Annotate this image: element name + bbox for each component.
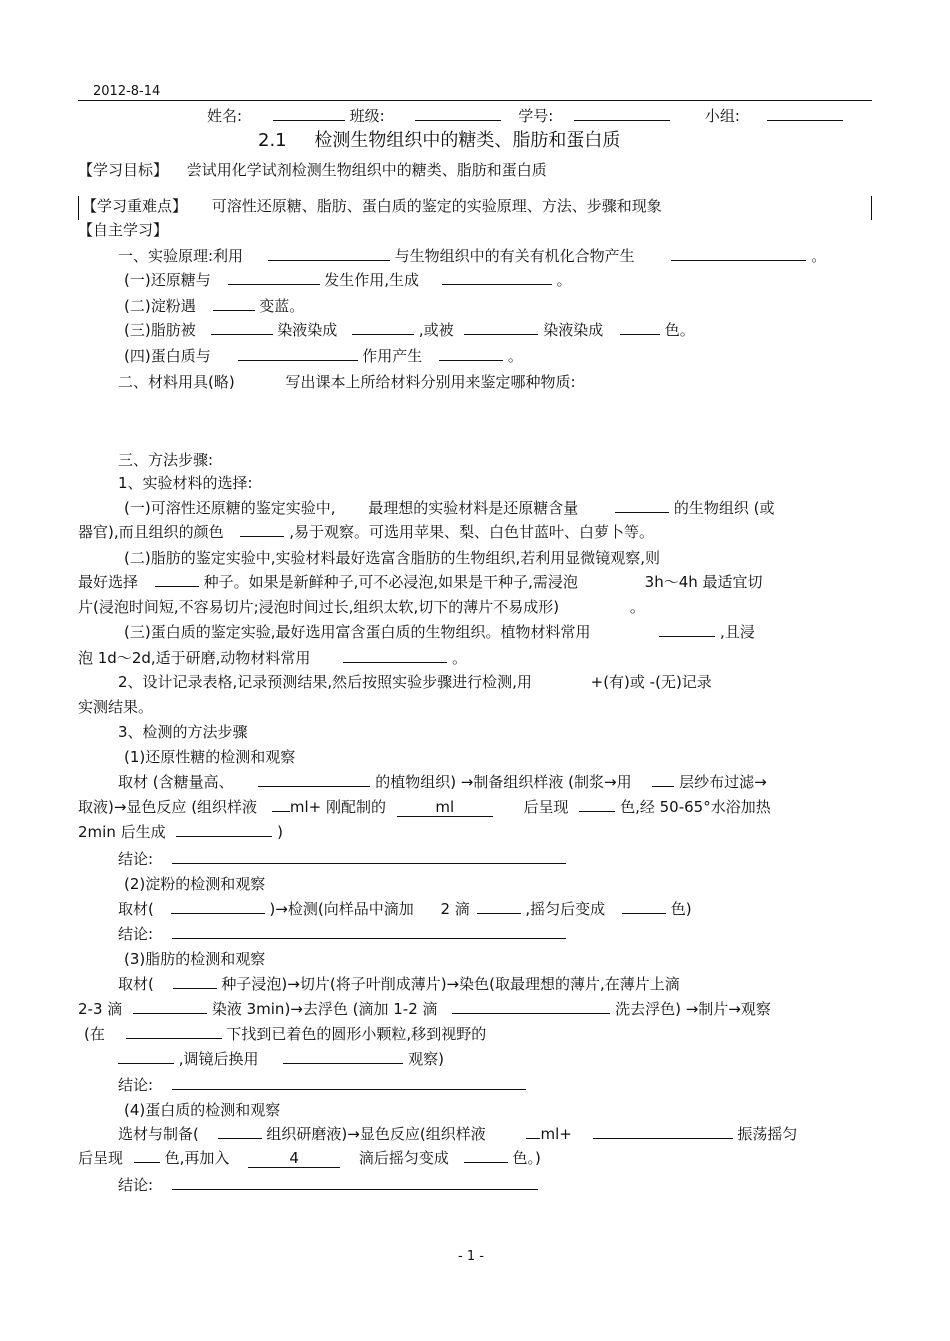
fat-text: 种子浸泡)→切片(将子叶削成薄片)→染色(取最理想的薄片,在薄片上滴	[221, 975, 680, 993]
step-3: 3、检测的方法步骤	[118, 723, 248, 741]
principle-text: 染液染成	[543, 321, 604, 339]
self-study-label: 【自主学习】	[78, 221, 169, 239]
period: 。	[452, 649, 468, 667]
p1-line-2	[78, 522, 654, 542]
key-points-left-bar	[78, 196, 79, 220]
protein-reagent-blank[interactable]	[238, 346, 358, 361]
header-rule	[78, 100, 872, 101]
method-text: ,且浸	[720, 623, 755, 641]
title-number: 2.1	[258, 130, 287, 151]
method-text: 器官),而且组织的颜色	[78, 523, 224, 541]
protein-sample-volume-blank[interactable]	[526, 1124, 540, 1139]
method-text: 种子。如果是新鲜种子,可不必浸泡,如果是干种子,需浸泡	[203, 573, 578, 591]
field-position-blank[interactable]	[118, 1049, 174, 1064]
sugar-conclusion	[118, 849, 566, 869]
fat-heading: (3)脂肪的检测和观察	[124, 950, 266, 968]
step-1: 1、实验材料的选择:	[118, 474, 253, 492]
protein-material-blank[interactable]	[218, 1124, 262, 1139]
fat-text: 染液 3min)→去浮色 (滴加 1-2 滴	[211, 1000, 438, 1018]
method-text: 最好选择	[78, 573, 139, 591]
name-blank[interactable]	[273, 106, 345, 121]
fat-text: 取材(	[118, 975, 154, 993]
principle-text: 作用产生	[362, 347, 423, 365]
objective-blank[interactable]	[283, 1049, 403, 1064]
principle-line-3	[124, 296, 304, 316]
page-number: - 1 -	[458, 1249, 484, 1264]
sugar-text: )	[277, 823, 284, 841]
sugar-text: ml+ 刚配制的	[289, 798, 386, 816]
methods-heading: 三、方法步骤:	[118, 451, 214, 469]
fat-line-1	[118, 974, 680, 994]
plant-material-blank[interactable]	[659, 622, 715, 637]
materials-heading: 二、材料用具(略)	[118, 373, 235, 391]
principle-text: (一)还原糖与	[124, 271, 211, 289]
starch-line-1	[118, 899, 692, 919]
page-title	[258, 131, 620, 151]
fat-seed-blank[interactable]	[173, 974, 217, 989]
sugar-line-2	[78, 797, 771, 817]
sugar-product-blank[interactable]	[442, 270, 552, 285]
sugar-text: 后呈现	[523, 798, 569, 816]
sugar-result-blank[interactable]	[176, 822, 272, 837]
method-text: 片(浸泡时间短,不容易切片;浸泡时间过长,组织太软,切下的薄片不易成形)	[78, 598, 560, 616]
principle-text: 色。	[664, 321, 695, 339]
sugar-line-3	[78, 822, 283, 842]
conclusion-label: 结论:	[118, 925, 154, 943]
sugar-text: 层纱布过滤→	[679, 773, 767, 791]
key-points-right-bar	[871, 196, 872, 220]
protein-text: 滴后摇匀变成	[358, 1149, 449, 1167]
principle-text: ,或被	[418, 321, 454, 339]
conclusion-label: 结论:	[118, 850, 154, 868]
method-text: 最理想的实验材料是还原糖含量	[368, 499, 579, 517]
conclusion-label: 结论:	[118, 1076, 154, 1094]
protein-drops-blank[interactable]	[248, 1149, 340, 1168]
fat-text: 洗去浮色) →制片→观察	[615, 1000, 771, 1018]
materials-prompt: 写出课本上所给材料分别用来鉴定哪种物质:	[285, 373, 576, 391]
id-blank[interactable]	[574, 106, 670, 121]
sugar-content-blank[interactable]	[615, 498, 669, 513]
protein-text: 后呈现	[78, 1149, 124, 1167]
sugar-text: 2min 后生成	[78, 823, 166, 841]
p1-line-1	[124, 498, 774, 518]
method-text: 3h～4h 最适宜切	[644, 573, 763, 591]
class-blank[interactable]	[415, 106, 501, 121]
fat-color-2-blank[interactable]	[620, 320, 660, 335]
p2-line-2	[78, 572, 763, 592]
method-text: 2、设计记录表格,记录预测结果,然后按照实验步骤进行检测,用	[118, 673, 532, 691]
protein-text: ml+	[540, 1125, 572, 1143]
p2-line-3	[78, 597, 645, 617]
key-points	[82, 196, 662, 216]
sugar-text: 取材 (含糖量高、	[118, 773, 234, 791]
gauze-layers-blank[interactable]	[652, 772, 674, 787]
reagent-blank[interactable]	[268, 246, 390, 261]
sugar-unit: ml	[435, 798, 455, 816]
protein-line-2	[78, 1148, 541, 1168]
key-points-label: 【学习重难点】	[82, 197, 188, 215]
sugar-text: 色,经 50-65°水浴加热	[620, 798, 771, 816]
protein-text: 色,再加入	[164, 1149, 230, 1167]
method-text: +(有)或 -(无)记录	[590, 673, 712, 691]
sugar-text: 取液)→显色反应 (组织样液	[78, 798, 258, 816]
fat-stain-2-blank[interactable]	[464, 320, 538, 335]
initial-color-blank[interactable]	[579, 797, 615, 812]
principle-text: (三)脂肪被	[124, 321, 196, 339]
protein-line-1	[118, 1124, 797, 1144]
protein-conclusion	[118, 1175, 538, 1195]
starch-reagent-blank-2[interactable]	[477, 899, 521, 914]
animal-material-blank[interactable]	[343, 648, 447, 663]
starch-text: 色)	[670, 900, 692, 918]
period: 。	[507, 347, 523, 365]
period: 。	[556, 271, 572, 289]
class-label: 班级:	[349, 107, 385, 125]
protein-text: 振荡摇匀	[737, 1125, 798, 1143]
method-text: 泡 1d～2d,适于研磨,动物材料常用	[78, 649, 311, 667]
method-text: (三)蛋白质的鉴定实验,最好选用富含蛋白质的生物组织。植物材料常用	[124, 623, 591, 641]
seed-type-blank[interactable]	[155, 572, 199, 587]
principle-text: (二)淀粉遇	[124, 297, 196, 315]
fat-text: 观察)	[408, 1050, 444, 1068]
destain-reagent-blank[interactable]	[452, 999, 610, 1014]
method-text: (一)可溶性还原糖的鉴定实验中,	[124, 499, 336, 517]
title-text: 检测生物组织中的糖类、脂肪和蛋白质	[314, 130, 621, 151]
fat-stain-1-blank[interactable]	[211, 320, 273, 335]
fat-stain-blank[interactable]	[133, 999, 207, 1014]
starch-conclusion	[118, 924, 566, 944]
principle-text: 与生物组织中的有关有机化合物产生	[394, 247, 635, 265]
learning-goal	[78, 160, 547, 180]
reaction-blank[interactable]	[671, 246, 806, 261]
fat-text: (在	[84, 1025, 105, 1043]
sugar-reagent-blank[interactable]	[228, 270, 320, 285]
fat-conclusion-blank[interactable]	[172, 1075, 526, 1090]
period: 。	[629, 598, 645, 616]
protein-text: 组织研磨液)→显色反应(组织样液	[266, 1125, 486, 1143]
group-blank[interactable]	[767, 106, 843, 121]
starch-reagent-blank[interactable]	[213, 296, 255, 311]
step-2-line-2: 实测结果。	[78, 698, 154, 716]
principle-text: 变蓝。	[259, 297, 305, 315]
group-label: 小组:	[704, 107, 740, 125]
id-label: 学号:	[518, 107, 554, 125]
sugar-heading: (1)还原性糖的检测和观察	[124, 748, 296, 766]
sugar-line-1	[118, 772, 767, 792]
method-text: ,易于观察。可选用苹果、梨、白色甘蓝叶、白萝卜等。	[289, 523, 654, 541]
principle-text: 一、实验原理:利用	[118, 247, 244, 265]
drops-value: 4	[289, 1149, 299, 1167]
date: 2012-8-14	[93, 84, 161, 99]
principle-text: (四)蛋白质与	[124, 347, 211, 365]
fat-text: 2-3 滴	[78, 1000, 123, 1018]
principle-line-2	[124, 270, 572, 290]
protein-text: 色。)	[512, 1149, 541, 1167]
microscope-blank[interactable]	[126, 1024, 222, 1039]
p3-line-1	[124, 622, 755, 642]
step-2-line-1	[118, 672, 712, 692]
principle-text: 染液染成	[277, 321, 338, 339]
principle-line-1	[118, 246, 826, 266]
protein-conclusion-blank[interactable]	[172, 1175, 538, 1190]
reagent-volume-blank[interactable]	[397, 798, 493, 817]
name-label: 姓名:	[207, 107, 243, 125]
method-text: (二)脂肪的鉴定实验中,实验材料最好选富含脂肪的生物组织,若利用显微镜观察,则	[124, 549, 661, 567]
protein-initial-color-blank[interactable]	[134, 1148, 160, 1163]
student-info-row	[207, 106, 843, 126]
tissue-color-blank[interactable]	[240, 522, 284, 537]
starch-text: 取材(	[118, 900, 154, 918]
starch-material-blank[interactable]	[171, 899, 265, 914]
principle-line-5	[124, 346, 523, 366]
p3-line-2	[78, 648, 467, 668]
principle-text: 发生作用,生成	[324, 271, 420, 289]
protein-text: 选材与制备(	[118, 1125, 199, 1143]
fat-text: ,调镜后换用	[178, 1050, 259, 1068]
fat-line-2	[78, 999, 771, 1019]
method-text: 的生物组织 (或	[673, 499, 775, 517]
fat-line-4	[118, 1049, 444, 1069]
sugar-material-blank[interactable]	[258, 772, 370, 787]
sample-volume-blank[interactable]	[272, 797, 290, 812]
fat-line-3	[84, 1024, 486, 1044]
starch-color-blank[interactable]	[622, 899, 666, 914]
goal-label: 【学习目标】	[78, 161, 169, 179]
starch-conclusion-blank[interactable]	[172, 924, 566, 939]
materials-line	[118, 372, 576, 392]
sugar-text: 的植物组织) →制备组织样液 (制浆→用	[375, 773, 632, 791]
period: 。	[811, 247, 827, 265]
fat-text: 下找到已着色的圆形小颗粒,移到视野的	[226, 1025, 487, 1043]
protein-color-blank[interactable]	[464, 1148, 508, 1163]
starch-text: ,摇匀后变成	[525, 900, 606, 918]
sugar-conclusion-blank[interactable]	[172, 849, 566, 864]
p2-line-1	[124, 548, 660, 568]
fat-color-1-blank[interactable]	[352, 320, 414, 335]
key-points-text: 可溶性还原糖、脂肪、蛋白质的鉴定的实验原理、方法、步骤和现象	[211, 197, 662, 215]
conclusion-label: 结论:	[118, 1176, 154, 1194]
fat-conclusion	[118, 1075, 526, 1095]
goal-text: 尝试用化学试剂检测生物组织中的糖类、脂肪和蛋白质	[186, 161, 547, 179]
principle-line-4	[124, 320, 695, 340]
starch-text: )→检测(向样品中滴加	[269, 900, 414, 918]
starch-text: 2 滴	[440, 900, 470, 918]
starch-heading: (2)淀粉的检测和观察	[124, 875, 266, 893]
protein-heading: (4)蛋白质的检测和观察	[124, 1101, 281, 1119]
protein-reaction-blank[interactable]	[439, 346, 503, 361]
protein-reagent-a-blank[interactable]	[593, 1124, 733, 1139]
